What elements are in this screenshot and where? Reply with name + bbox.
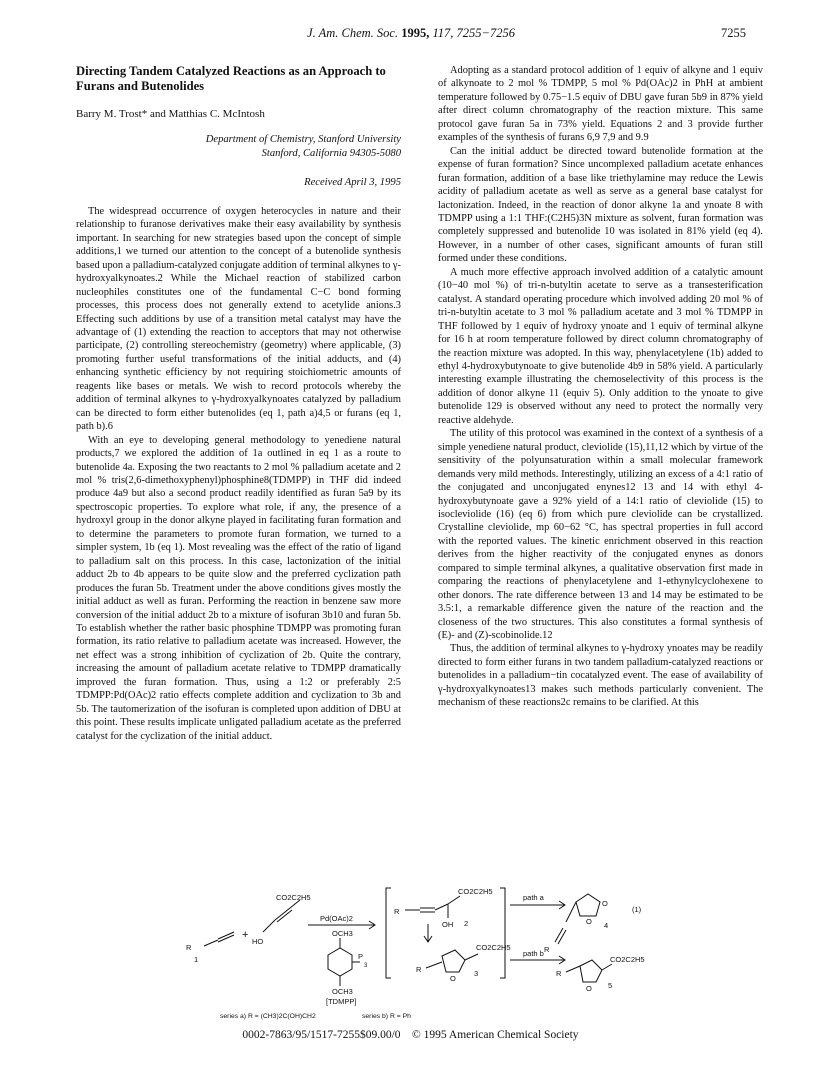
scheme-ligand-name: [TDMPP]: [326, 997, 357, 1006]
journal-volume-pages: 117, 7255−7256: [432, 26, 515, 40]
body-paragraph: A much more effective approach involved addition of a catalytic amount (10−40 mol %) of tri-n-butyltin acetate to serve as a transesterification catalyst. A standard operating procedure which involved adding 20 mol % of tri-n-butyltin acetate to 3 mol % palladium acetate and 3 mol % TDMPP in THF followed by 1 equiv of hydroxy ynoate and 1 equiv of terminal alkyne for 16 h at room temperature followed by direct column chromatography of the reaction mixture was adopted. In this way, phenylacetylene (1b) added to ethyl 4-hydroxybutynoate to give butenolide 4b9 in 58% yield. A particularly interesting example illustrating the chemoselectivity of this process is the addition of donor alkyne 11 (equiv 5). Only addition to the ynoate to give butenolide 129 is observed without any need to protect the normally very reactive aldehyde.: [438, 266, 763, 426]
scheme-path-b: path b: [523, 949, 544, 958]
right-column: [438, 64, 763, 710]
scheme-carbonyl-o: O: [602, 899, 608, 908]
scheme-compound-5: 5: [608, 981, 613, 990]
scheme-series-b: series b) R = Ph: [362, 1013, 411, 1020]
scheme-compound-2: 2: [464, 919, 469, 928]
scheme-drawing: [180, 880, 650, 1020]
scheme-isofuran-o: O: [450, 974, 456, 983]
scheme-adduct-r: R: [394, 907, 400, 916]
scheme-series-a: series a) R = (CH3)2C(OH)CH2: [220, 1013, 316, 1020]
scheme-compound-4: 4: [604, 921, 609, 930]
article-code: 0002-7863/95/1517-7255$09.00/0: [242, 1029, 401, 1041]
affiliation-line-1: Department of Chemistry, Stanford University: [205, 134, 401, 146]
page-footer: [0, 1029, 821, 1041]
scheme-compound-1: 1: [194, 955, 199, 964]
page-number: 7255: [721, 26, 746, 40]
journal-year: 1995,: [401, 26, 430, 40]
scheme-r-label: R: [186, 943, 192, 952]
scheme-butenolide-r: R: [544, 945, 550, 954]
body-paragraph: The widespread occurrence of oxygen heterocycles in nature and their relationship to furanose derivatives make their easy availability by synthesis important. In searching for new strategies based upon the concept of simple additions,1 we turned our attention to the concept of a butenolide synthesis based upon a palladium-catalyzed conjugate addition of terminal alkynes to γ-hydroxyalkynoates.2 While the Michael reaction of stabilized carbon nucleophiles constitutes one of the fundamental C−C bond forming processes, this process does not generally extend to acetylide anions.3 Effecting such additions by use of a transition metal catalyst may have the advantage of (1) extending the reaction to acceptors that may not otherwise participate, (2) controlling stereochemistry (geometry) where applicable, (3) promoting further useful transformations of the initial adducts, and (4) enhancing synthetic efficiency by not requiring stoichiometric amounts of reagents like bases or metals. We wish to record protocols whereby the addition of terminal alkynes to γ-hydroxyalkynoates catalyzed by palladium can be directed to form either butenolides (eq 1, path a)4,5 or furans (eq 1, path b).6: [76, 205, 401, 433]
scheme-methoxy-bottom: OCH3: [332, 987, 353, 996]
author-affiliation: [76, 133, 401, 160]
article-authors: Barry M. Trost* and Matthias C. McIntosh: [76, 108, 265, 120]
scheme-furan-o: O: [586, 984, 592, 993]
left-column: [76, 64, 401, 743]
scheme-ester-isofuran: CO2C2H5: [476, 943, 511, 952]
scheme-ester-ynoate: CO2C2H5: [276, 893, 311, 902]
scheme-methoxy-top: OCH3: [332, 929, 353, 938]
scheme-reagent: Pd(OAc)2: [320, 914, 353, 923]
scheme-furan-r: R: [556, 969, 562, 978]
scheme-plus: +: [242, 929, 249, 941]
scheme-adduct-oh: OH: [442, 920, 454, 929]
body-paragraph: Adopting as a standard protocol addition of 1 equiv of alkyne and 1 equiv of alkynoate to 2 mol % TDMPP, 5 mol % Pd(OAc)2 in PhH at ambient temperature followed by 0.75−1.5 equiv of DBU gave furan 5b9 in 87% yield after direct column chromatography of the reaction mixture. This same protocol gave furan 5a in 73% yield. Equations 2 and 3 provide further examples of the synthesis of furans 6,9 7,9 and 9.9: [438, 65, 763, 144]
copyright: © 1995 American Chemical Society: [412, 1029, 579, 1041]
journal-name: J. Am. Chem. Soc.: [307, 26, 399, 40]
scheme-path-a: path a: [523, 893, 544, 902]
affiliation-line-2: Stanford, California 94305-5080: [261, 147, 401, 159]
received-date: Received April 3, 1995: [304, 177, 401, 189]
scheme-butenolide-o: O: [586, 917, 592, 926]
scheme-hydroxyl: HO: [252, 937, 264, 946]
scheme-phosphine-count: 3: [364, 963, 368, 969]
article-title: Directing Tandem Catalyzed Reactions as an Approach to Furans and Butenolides: [76, 64, 386, 93]
scheme-phosphorus: P: [358, 952, 364, 961]
scheme-ester-adduct: CO2C2H5: [458, 887, 493, 896]
scheme-isofuran-r: R: [416, 965, 422, 974]
body-paragraph: The utility of this protocol was examined in the context of a synthesis of a simple yenediene natural product, cleviolide (15),11,12 which by virtue of the sensitivity of the polyunsaturation within a small molecular framework demands very mild methods. Interestingly, utilizing an excess of a 4:1 ratio of the conjugated and unconjugated enynes12 13 and 14 with ethyl 4-hydroxybutynoate gave a 92% yield of a 14:1 ratio of cleviolide (15) to isocleviolide (16) (eq 6) from which pure cleviolide can be crystallized. Crystalline cleviolide, mp 60−62 °C, has spectral properties in full accord with the reported values. The kinetic enrichment observed in this reaction derives from the higher reactivity of the conjugated enynes as donors compared to simple terminal alkynes, a qualitative observation first made in comparing the reactions of phenylacetylene and 1-ethynylcyclohexene to other donors. The rate difference between 13 and 14 may be estimated to be 3.5:1, a remarkable difference given the nature of the reaction and the closeness of the two structures. This also constitutes a formal synthesis of (E)- and (Z)-scobinolide.12: [438, 428, 763, 642]
running-header: [76, 26, 746, 42]
scheme-compound-3: 3: [474, 969, 479, 978]
scheme-ester-furan: CO2C2H5: [610, 955, 645, 964]
body-paragraph: With an eye to developing general methodology to yenediene natural products,7 we explored the addition of 1a outlined in eq 1 as a route to butenolide 4a. Exposing the two reactants to 2 mol % palladium acetate and 2 mol % tris(2,6-dimethoxyphenyl)phosphine8(TDMPP) in THF did indeed produce 4a9 but also a second product readily identified as furan 5a9 by its spectroscopic properties. To explore what role, if any, the presence of a hydroxyl group in the donor alkyne played in facilitating furan formation and to determine the parameters to promote furan formation, we turned to a simpler system, 1b (eq 1). Most revealing was the effect of the ratio of ligand to palladium salt on this process. In this case, lactonization of the initial adduct 2b to 4b appears to be quite slow and the preferred cyclization path produces the furan 5b. Treatment under the above conditions gives mostly the initial adduct as well as furan. Performing the reaction in benzene saw more conversion of the initial adduct 2b to a mixture of isofuran 3b10 and furan 5b. To establish whether the rather basic phosphine TDMPP was promoting furan formation, its ratio relative to palladium acetate was increased. However, the net effect was a strong inhibition of cyclization of 2b. Quite the contrary, increasing the amount of palladium acetate relative to TDMPP dramatically improved the furan formation. Thus, using a 1:2 or preferably 2:5 TDMPP:Pd(OAc)2 ratio effects complete addition and cyclization to 3b and 5b. The tautomerization of the isofuran is completed upon addition of DBU at this point. These results implicate unligated palladium acetate as the preferred catalyst for the cyclization of the initial adduct.: [76, 434, 401, 742]
journal-citation: [76, 26, 746, 41]
body-paragraph: Can the initial adduct be directed toward butenolide formation at the expense of furan formation? Since uncomplexed palladium acetate enhances furan formation, addition of a base like triethylamine may reduce the Lewis acidity of palladium acetate as well as serve as a general base catalyst for lactonization. Indeed, in the reaction of donor alkyne 1a and ynoate 8 with TDMPP using a 1:1 THF:(C2H5)3N mixture as solvent, furan formation was completely suppressed and butenolide 10 was isolated in 81% yield (eq 4). However, in a number of other cases, significant amounts of furan still formed under these conditions.: [438, 145, 763, 265]
reaction-scheme: [180, 880, 650, 1020]
body-paragraph: Thus, the addition of terminal alkynes to γ-hydroxy ynoates may be readily directed to form either furans in two tandem palladium-catalyzed reactions or butenolides in a palladium−tin cocatalyzed event. The ease of availability of γ-hydroxyalkynoates13 makes such methods particularly convenient. The mechanism of these reactions2c remains to be clarified. At this: [438, 643, 763, 709]
scheme-equation-number: (1): [632, 905, 642, 914]
